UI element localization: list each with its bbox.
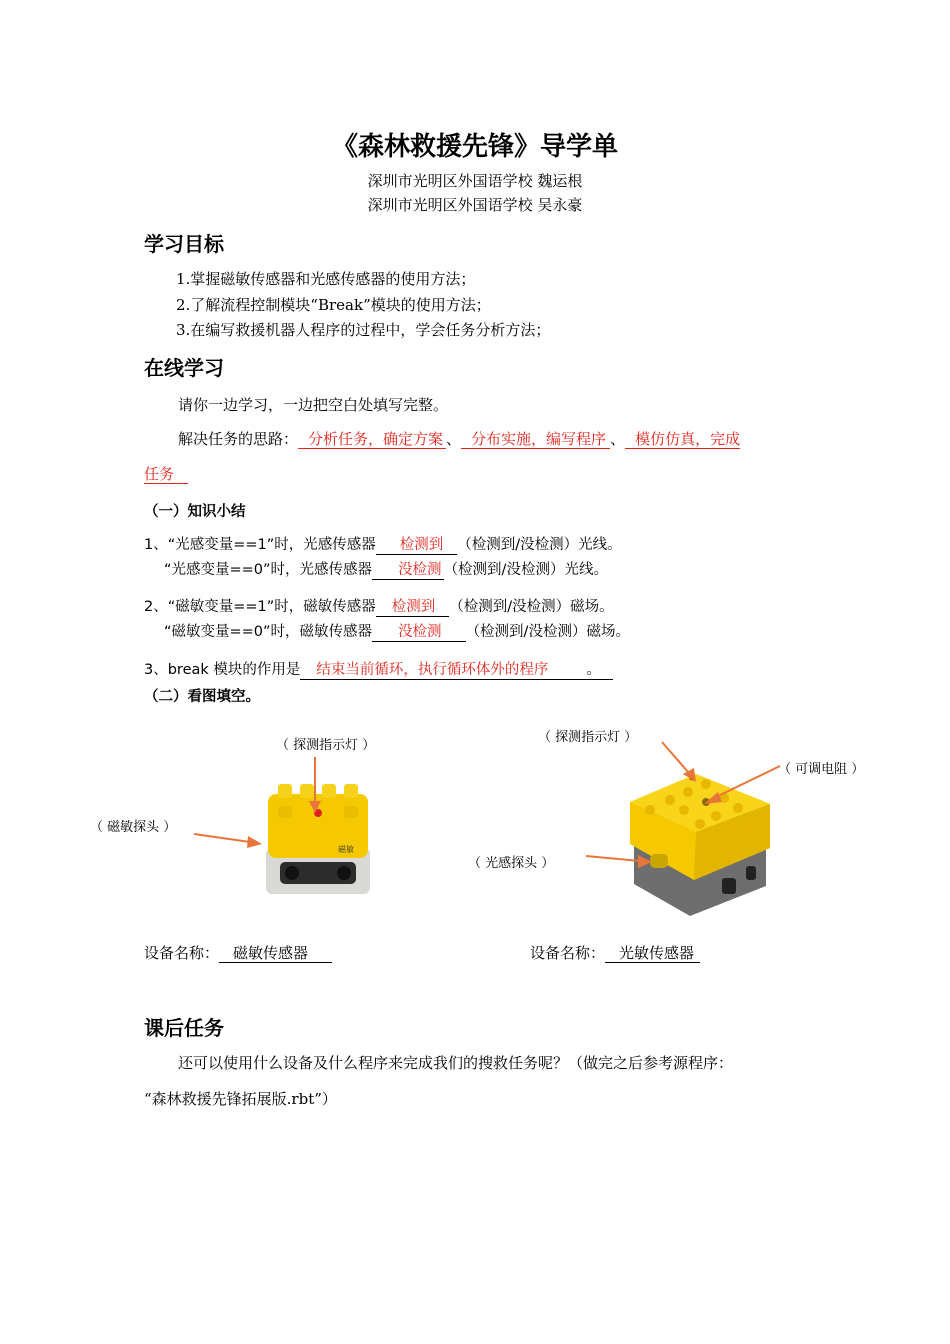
author-line-1: 深圳市光明区外国语学校 魏运根 xyxy=(367,172,583,190)
separator: 、 xyxy=(446,430,462,448)
arrow-resistor-icon xyxy=(700,762,784,808)
goal-item: 1.掌握磁敏传感器和光感传感器的使用方法； xyxy=(176,270,476,288)
sensor-print-text: 磁敏 xyxy=(338,845,354,854)
arrow-indicator-icon xyxy=(305,755,325,815)
arrow-indicator-right-icon xyxy=(658,740,702,784)
left-probe-label: （ 磁敏探头 ） xyxy=(90,820,177,835)
thinking-line xyxy=(178,428,740,449)
q1b: “光感变量==0”时，光感传感器 没检测 （检测到/没检测）光线。 xyxy=(164,562,608,578)
goal-item: 3.在编写救援机器人程序的过程中，学会任务分析方法； xyxy=(176,321,551,339)
left-device-line: 设备名称： 磁敏传感器 xyxy=(144,942,332,963)
right-probe-label: （ 光感探头 ） xyxy=(468,856,555,871)
separator: 、 xyxy=(610,430,626,448)
q2a: 2、“磁敏变量==1”时，磁敏传感器 检测到 （检测到/没检测）磁场。 xyxy=(144,599,614,615)
online-heading: 在线学习 xyxy=(144,356,224,380)
goals-heading: 学习目标 xyxy=(144,232,224,256)
q3: 3、break 模块的作用是 结束当前循环，执行循环体外的程序 。 xyxy=(144,658,613,680)
answer-3: 模仿仿真，完成 xyxy=(625,431,740,449)
thinking-label: 解决任务的思路： xyxy=(178,430,299,448)
left-device-answer: 磁敏传感器 xyxy=(219,945,332,963)
answer-2: 分布实施，编写程序 xyxy=(461,431,610,449)
q1a: 1、“光感变量==1”时，光感传感器 检测到 （检测到/没检测）光线。 xyxy=(144,537,622,553)
right-device-line: 设备名称： 光敏传感器 xyxy=(530,942,700,963)
answer-3-cont: 任务 xyxy=(144,465,188,484)
author-line-2: 深圳市光明区外国语学校 吴永豪 xyxy=(367,196,583,214)
online-intro: 请你一边学习，一边把空白处填写完整。 xyxy=(178,396,449,414)
homework-heading: 课后任务 xyxy=(144,1016,224,1040)
q2b: “磁敏变量==0”时，磁敏传感器 没检测 （检测到/没检测）磁场。 xyxy=(164,624,630,640)
goal-item: 2.了解流程控制模块“Break”模块的使用方法； xyxy=(176,296,491,314)
homework-line-2: “森林救援先锋拓展版.rbt”） xyxy=(144,1090,337,1108)
answer-1: 分析任务，确定方案 xyxy=(298,431,446,449)
left-indicator-label: （ 探测指示灯 ） xyxy=(276,738,376,753)
arrow-light-probe-icon xyxy=(584,852,654,872)
knowledge-heading: （一）知识小结 xyxy=(144,504,246,520)
homework-line-1: 还可以使用什么设备及什么程序来完成我们的搜救任务呢？（做完之后参考源程序： xyxy=(178,1054,734,1072)
page-title: 《森林救援先锋》导学单 xyxy=(331,132,618,162)
arrow-probe-icon xyxy=(192,828,264,850)
figures-heading: （二）看图填空。 xyxy=(144,689,260,705)
right-device-answer: 光敏传感器 xyxy=(605,945,700,963)
right-resistor-label: （ 可调电阻 ） xyxy=(778,762,865,777)
right-indicator-label: （ 探测指示灯 ） xyxy=(538,730,638,745)
